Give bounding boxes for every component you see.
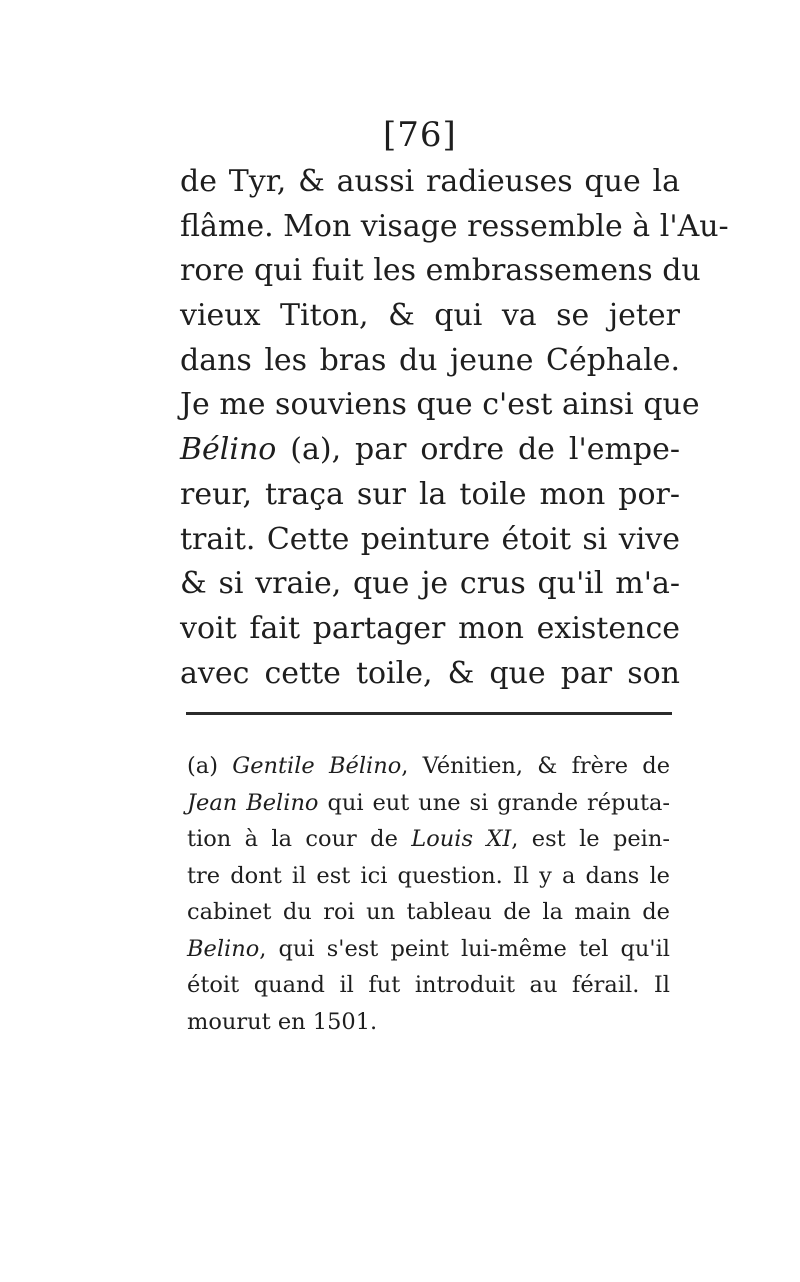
footnote-line: cabinet du roi un tableau de la main de [187,899,670,925]
footnote-marker: (a) [187,753,233,779]
footnote-line [187,821,670,858]
italic-name: Louis XI [411,826,512,852]
text-line: vieux Titon, & qui va se jeter [180,298,680,334]
text-line: voit fait partager mon existence [180,610,680,646]
italic-name: Belino [187,935,260,962]
text-line: dans les bras du jeune Céphale. [180,342,680,378]
text-line [180,428,680,473]
text-line: & si vraie, que je crus qu'il m'a- [180,566,680,602]
italic-name: Jean Belino [187,789,319,816]
footnote-divider [186,712,672,715]
text-line: de Tyr, & aussi radieuses que la [180,164,680,199]
footnote-line: mourut en 1501. [187,1008,378,1035]
footnote-line [187,748,670,785]
text-fragment: (a), par ordre de l'empe- [276,432,680,468]
footnote-line [187,785,670,822]
text-line: rore qui fuit les embrassemens du [180,253,701,289]
text-line: avec cette toile, & que par son [180,655,680,691]
text-fragment: , est le pein- [511,826,670,852]
text-fragment: tion à la cour de [187,826,412,852]
footnote-line [187,931,670,968]
text-line: Je me souviens que c'est ainsi que [180,387,700,423]
text-line: flâme. Mon visage ressemble à l'Au- [180,208,729,244]
text-fragment: , qui s'est peint lui-même tel qu'il [259,935,670,962]
text-fragment: , Vénitien, & frère de [401,753,671,779]
page-number: [76] [383,115,457,155]
main-text [180,160,729,696]
text-fragment: qui eut une si grande réputa- [318,789,671,816]
footnote-line: étoit quand il fut introduit au férail. Il [187,972,670,998]
footnote-line: tre dont il est ici question. Il y a dans le [187,862,670,889]
text-line: reur, traça sur la toile mon por- [180,476,680,512]
footnote [187,748,670,1040]
italic-name: Bélino [180,432,277,468]
italic-name: Gentile Bélino [232,753,402,779]
text-line: trait. Cette peinture étoit si vive [180,521,680,557]
